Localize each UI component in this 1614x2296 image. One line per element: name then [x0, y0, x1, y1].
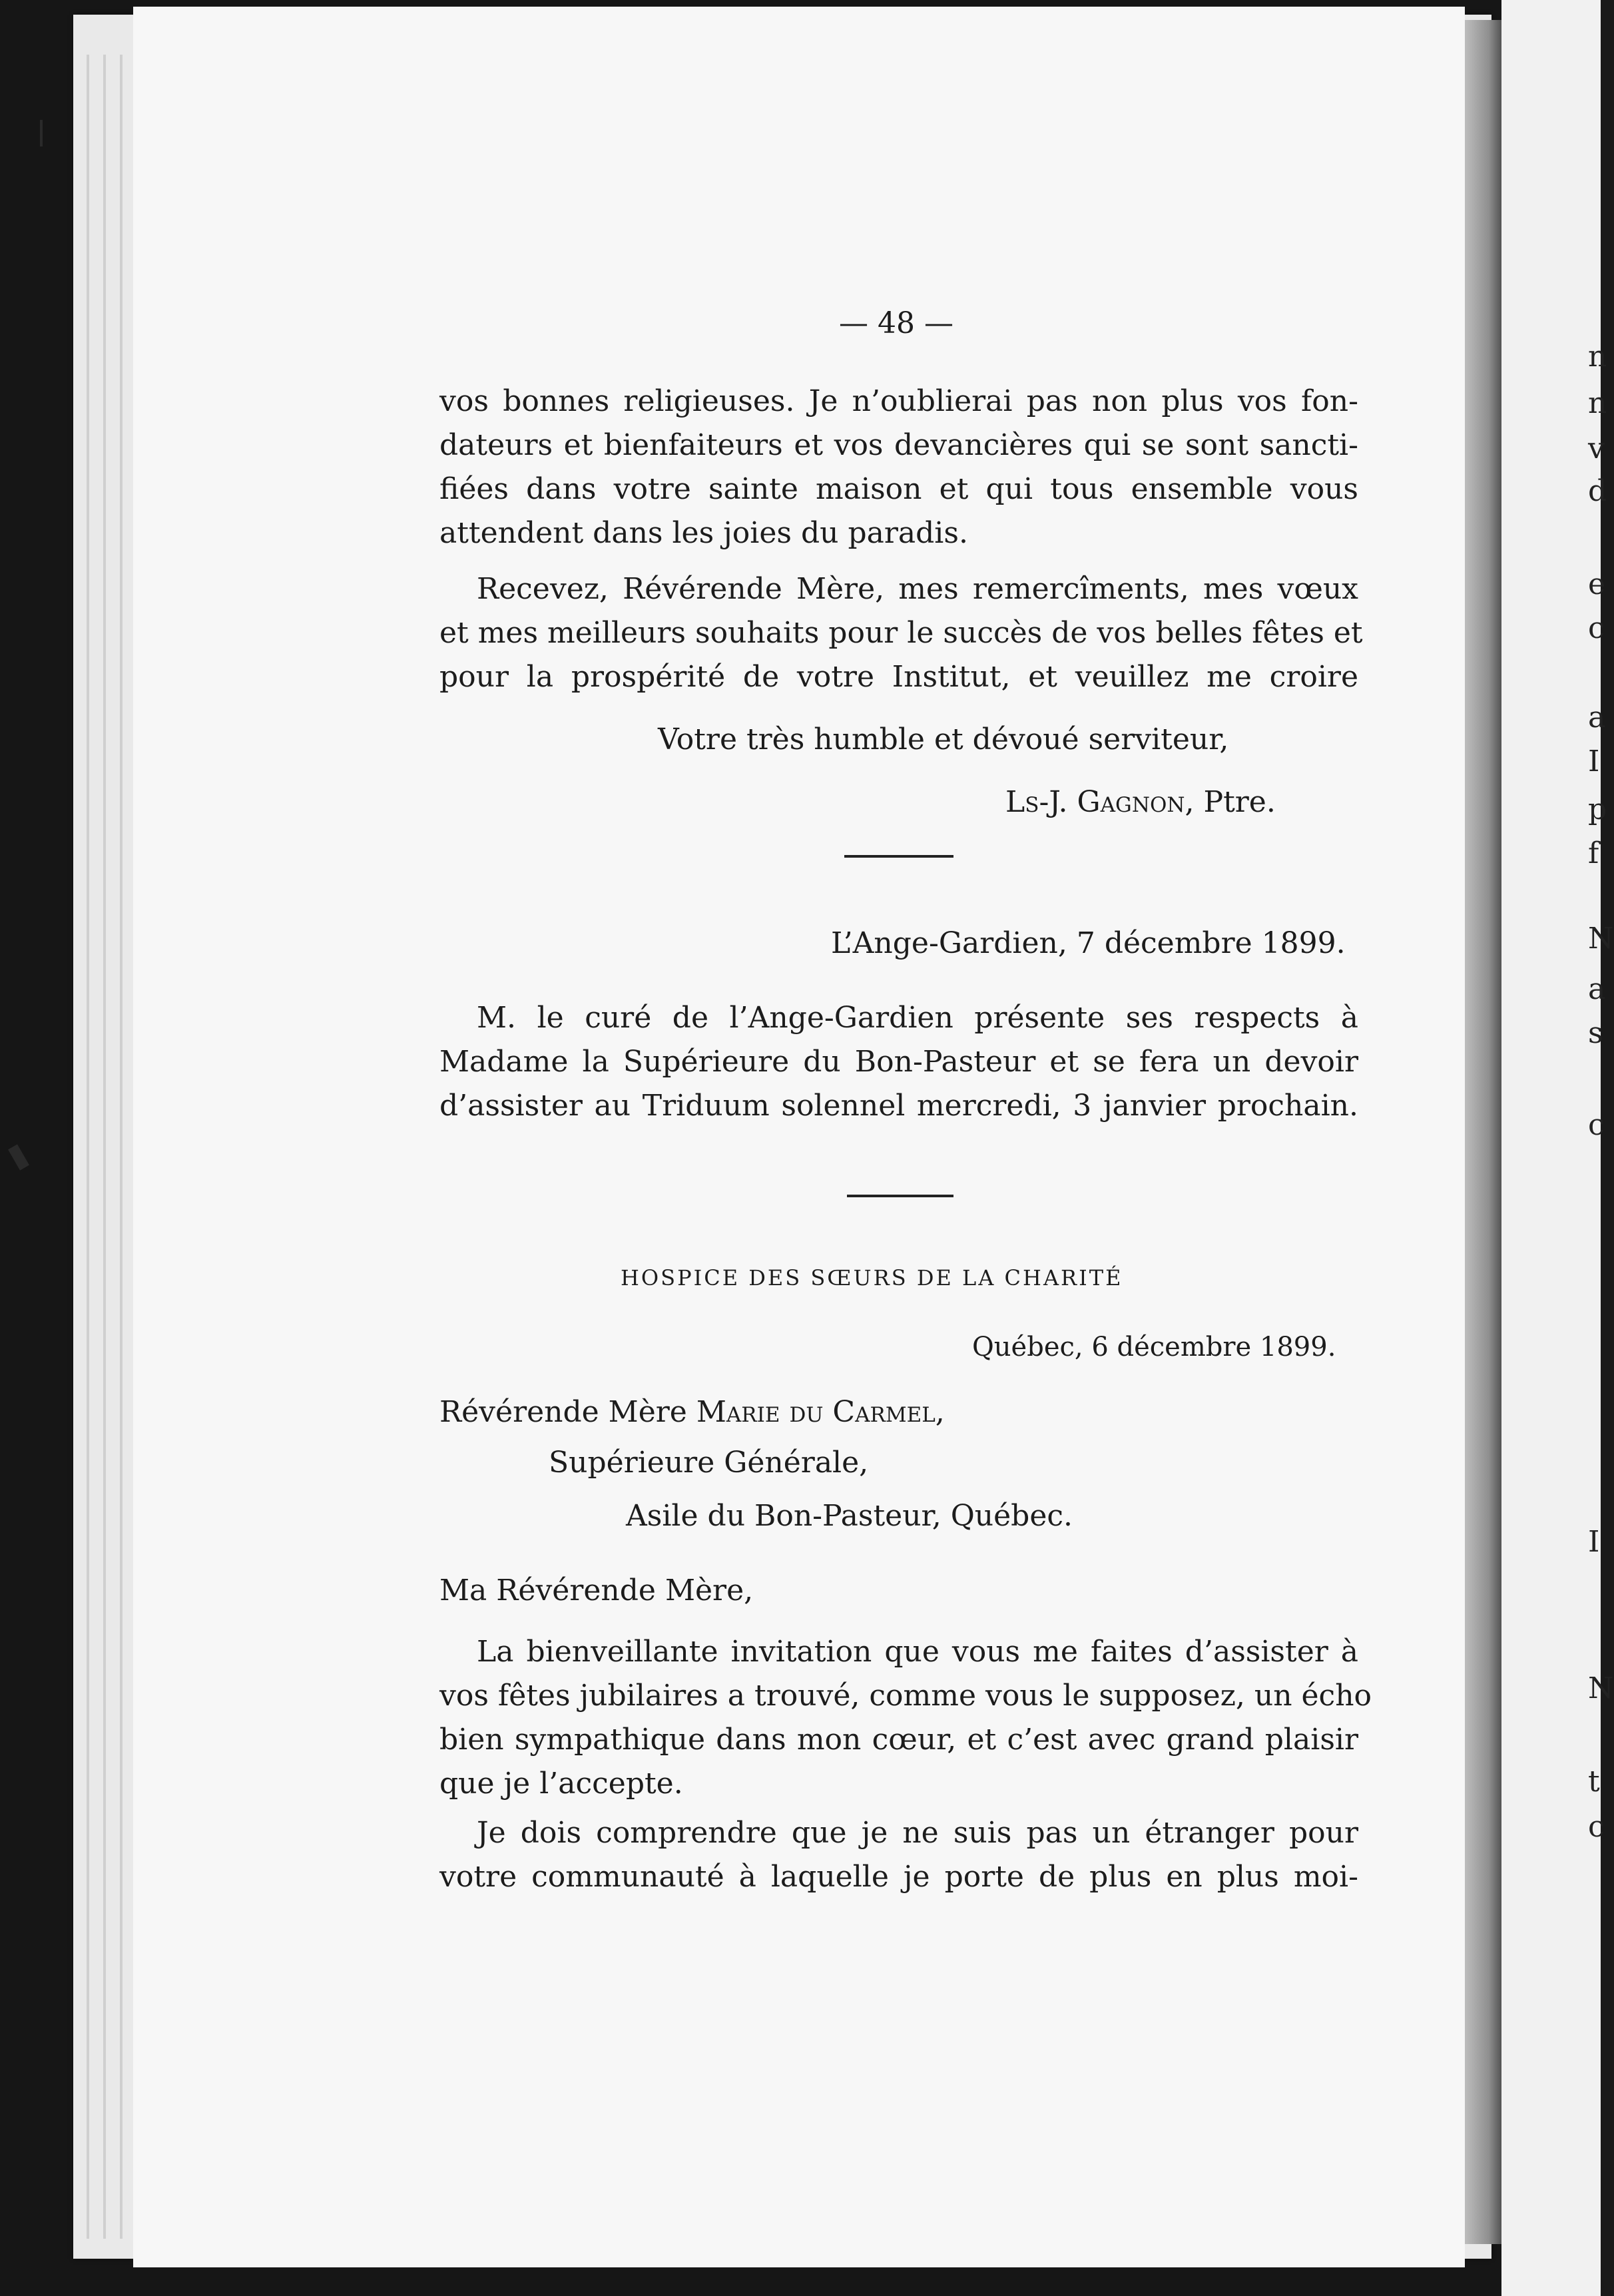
text-line: M. le curé de l’Ange-Gardien présente ses respects à [477, 1001, 1358, 1035]
page-edge [120, 55, 123, 2239]
address-prefix: Révérende Mère [439, 1395, 696, 1429]
text-line: La bienveillante invitation que vous me faites d’assister à [477, 1635, 1358, 1669]
text-line: vos bonnes religieuses. Je n’oublierai pas non plus vos fon- [439, 384, 1358, 418]
place-date: Québec, 6 décembre 1899. [972, 1332, 1336, 1362]
addressee-name: Marie du Carmel [696, 1395, 936, 1429]
book-gutter [1465, 20, 1505, 2244]
facing-page-text: p [1588, 792, 1607, 826]
closing-line: Votre très humble et dévoué serviteur, [658, 722, 1229, 756]
facing-page-text: c [1588, 1108, 1605, 1142]
page-edge [103, 55, 106, 2239]
text-line: Je dois comprendre que je ne suis pas un étranger pour [477, 1816, 1358, 1850]
facing-page-text: c [1588, 1810, 1605, 1844]
facing-page-text: c [1588, 611, 1605, 645]
facing-page-text: N [1588, 1671, 1614, 1705]
facing-page-text: e [1588, 567, 1606, 601]
page-number: — 48 — [839, 306, 953, 340]
facing-page-text: N [1588, 922, 1614, 956]
address-suffix: , [935, 1395, 945, 1429]
text-line: que je l’accepte. [439, 1767, 683, 1801]
text-line: Madame la Supérieure du Bon-Pasteur et se fera un devoir [439, 1045, 1358, 1079]
facing-page-text: n [1588, 386, 1607, 420]
text-line: votre communauté à laquelle je porte de plus en plus moi- [439, 1860, 1358, 1894]
address-line: Supérieure Générale, [549, 1446, 869, 1480]
signature-suffix: , Ptre. [1185, 785, 1276, 819]
text-line: pour la prospérité de votre Institut, et veuillez me croire [439, 660, 1358, 694]
text-line: bien sympathique dans mon cœur, et c’est avec grand plaisir [439, 1723, 1358, 1757]
text-line: vos fêtes jubilaires a trouvé, comme vous le supposez, un écho [439, 1679, 1372, 1713]
facing-page-text: f [1588, 836, 1599, 870]
text-line: dateurs et bienfaiteurs et vos devancières qui se sont sancti- [439, 428, 1358, 462]
facing-page-text: v [1588, 431, 1605, 465]
text-line: d’assister au Triduum solennel mercredi, 3 janvier prochain. [439, 1089, 1358, 1123]
facing-page-text: d [1588, 474, 1607, 508]
address-line [439, 1390, 945, 1434]
salutation: Ma Révérende Mère, [439, 1574, 754, 1607]
text-line: Recevez, Révérende Mère, mes remercîments, mes vœux [477, 572, 1358, 606]
text-line: fiées dans votre sainte maison et qui tous ensemble vous [439, 472, 1358, 506]
section-divider [847, 1195, 953, 1197]
scan-mark [40, 120, 43, 146]
text-line: attendent dans les joies du paradis. [439, 516, 968, 550]
signature-name: Ls-J. Gagnon [1005, 785, 1185, 819]
facing-page-text: t [1588, 1765, 1600, 1799]
section-divider [844, 855, 953, 858]
section-heading: HOSPICE DES SŒURS DE LA CHARITÉ [621, 1265, 1123, 1291]
book-page [133, 7, 1465, 2267]
facing-page [1501, 0, 1601, 2296]
facing-page-text: a [1588, 701, 1606, 734]
facing-page-text: n [1588, 340, 1607, 374]
place-date: L’Ange-Gardien, 7 décembre 1899. [831, 926, 1346, 960]
facing-page-text: a [1588, 972, 1606, 1006]
text-line: et mes meilleurs souhaits pour le succès de vos belles fêtes et [439, 616, 1363, 650]
page-edge [87, 55, 89, 2239]
facing-page-text: I [1588, 1525, 1600, 1559]
facing-page-text: I [1588, 744, 1600, 778]
address-line: Asile du Bon-Pasteur, Québec. [626, 1499, 1073, 1533]
signature [1005, 780, 1276, 824]
facing-page-text: s [1588, 1016, 1603, 1050]
